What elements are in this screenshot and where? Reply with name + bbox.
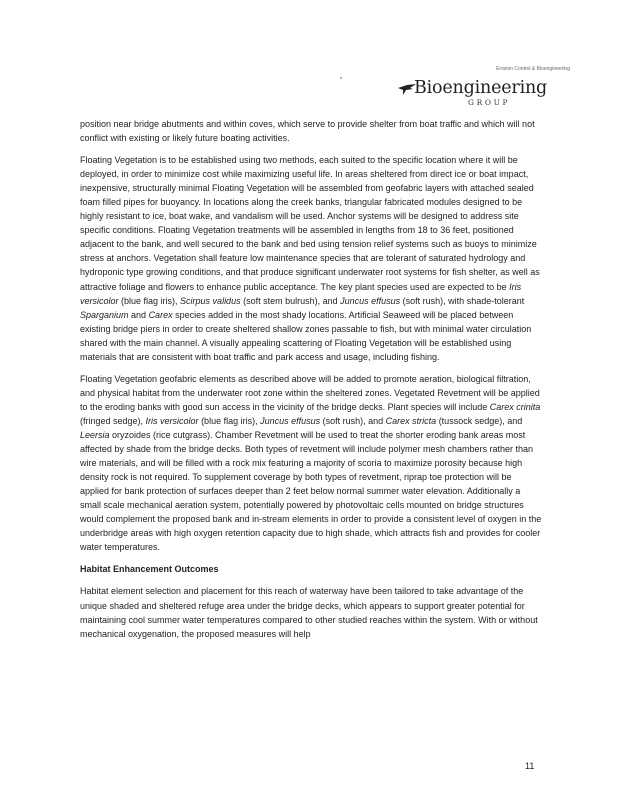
brand-group: GROUP: [468, 98, 511, 107]
letterhead-tagline: Erosion Control & Bioengineering: [496, 66, 570, 72]
paragraph-habitat-outcomes: Habitat element selection and placement for this reach of waterway have been tailored to take advantage of the unique shaded and sheltered refuge area under the bridge decks, which appears to support greater potential for maintaining cool summer water temperatures compared to other studied reaches within the system. With or without mechanical oxygenation, the proposed measures will help: [80, 586, 538, 639]
page-number: 11: [525, 761, 535, 771]
letterhead-mark: ʼ: [340, 76, 342, 86]
brand-name: Bioengineering: [414, 78, 548, 98]
paragraph-intro: position near bridge abutments and within coves, which serve to provide shelter from boat traffic and which will not conflict with existing or likely future boating activities.: [80, 119, 535, 144]
section-heading: Habitat Enhancement Outcomes: [80, 564, 219, 575]
paragraph-geofabric: Floating Vegetation geofabric elements as described above will be added to promote aeration, biological filtration, and physical habitat from the underwater root zone within the sheltered zones. Vegetated Revetment will be applied to the eroding banks with good sun access in the vicinity of the bridge decks. Plant species will include Carex crinita (fringed sedge), Iris versicolor (blue flag iris), Juncus effusus (soft rush), and Carex stricta (tussock sedge), and Leersia oryzoides (rice cutgrass). Chamber Revetment will be used to treat the shorter eroding bank areas most affected by shade from the bridge decks. Both types of revetment will include polymer mesh chambers rather than wire materials, and will be filled with a rock mix featuring a majority of scoria to maximize porosity because high density rock is not required. To supplement coverage by both types of revetment, riprap toe protection will be applied for bank protection of surfaces deeper than 2 feet below normal summer water elevation. Additionally a small scale mechanical aeration system, potentially powered by photovoltaic cells mounted on bridge structures would complement the proposed bank and in-stream elements in order to provide a consistent level of oxygen in the underbridge areas with high oxygen retention capacity due to high shade, which attracts fish and provides for cooler water temperatures.: [80, 373, 542, 553]
paragraph-floating-vegetation: Floating Vegetation is to be established using two methods, each suited to the specific location where it will be deployed, in order to minimize cost while maximizing useful life. In areas sheltered from direct ice or boat impact, inexpensive, structurally minimal Floating Vegetation will be assembled from geofabric layers with attached sealed foam filled pipes for buoyancy. In locations along the creek banks, triangular fabricated modules designed to be highly resistant to ice, boat wake, and vandalism will be used. Anchor systems will be designed to address site specific conditions. Floating Vegetation treatments will be assembled in lengths from 18 to 36 feet, positioned adjacent to the bank, and well secured to the bank and bed using tension relief systems such as buoys to minimize stress at anchors. Vegetation shall feature low maintenance species that are tolerant of saturated hydrology and hydroponic type growing conditions, and that produce significant underwater root systems for fish shelter, as well as attractive foliage and flowers to enhance public acceptance. The key plant species used are expected to be Iris versicolor (blue flag iris), Scirpus validus (soft stem bulrush), and Juncus effusus (soft rush), with shade-tolerant Sparganium and Carex species added in the most shady locations. Artificial Seaweed will be placed between existing bridge piers in order to create sheltered shallow zones passable to fish, but with minimal water circulation shared with the main channel. A visually appealing scattering of Floating Vegetation will be established using materials that are consistent with boat traffic and park access and usage, including fishing.: [80, 155, 540, 362]
letterhead: [340, 66, 570, 112]
document-body: [80, 117, 542, 649]
